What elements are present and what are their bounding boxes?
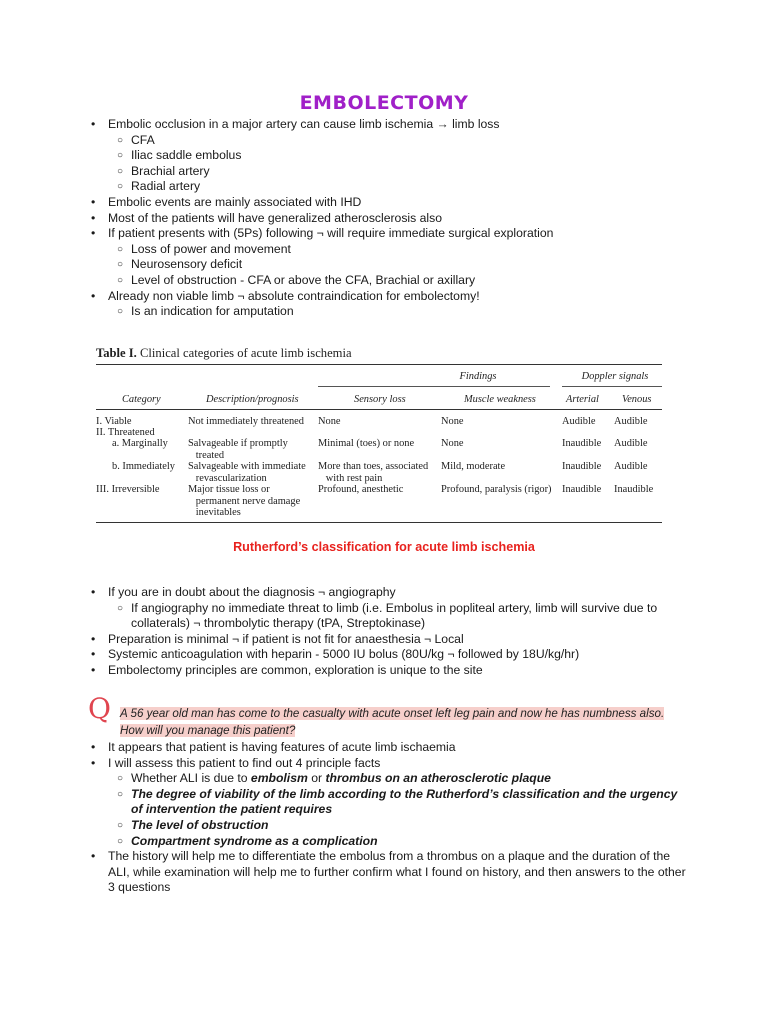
table-cell: None [441, 416, 464, 427]
table-cell: Salvageable if promptly treated [188, 438, 288, 461]
table-cell: Major tissue loss or permanent nerve damage inevitables [188, 484, 301, 518]
table-bottom-rule [96, 522, 662, 523]
list-subitem: ○ Iliac saddle embolus [90, 148, 690, 164]
header-category: Category [122, 394, 161, 405]
list-subitem: ○ Loss of power and movement [90, 242, 690, 258]
table-cell: Profound, paralysis (rigor) [441, 484, 552, 495]
bullet-list-management [90, 585, 690, 679]
table-cell: Not immediately threatened [188, 416, 304, 427]
bullet-list-intro [90, 117, 690, 320]
text-run: Whether ALI is due to [131, 771, 251, 786]
list-item: • Embolectomy principles are common, exploration is unique to the site [90, 663, 690, 679]
list-item: • Embolic occlusion in a major artery can cause limb ischemia → limb loss [90, 117, 690, 133]
table-cell: Audible [614, 461, 648, 472]
list-subitem: ○ Brachial artery [90, 164, 690, 180]
list-subitem: ○ Level of obstruction - CFA or above the CFA, Brachial or axillary [90, 273, 690, 289]
classification-table [96, 346, 662, 518]
table-cell: Audible [614, 438, 648, 449]
list-subitem: ○ The degree of viability of the limb according to the Rutherford’s classification and the urgency of intervention the patient requires [90, 787, 690, 818]
findings-underline [318, 386, 550, 387]
table-cell: Audible [614, 416, 648, 427]
list-subitem [90, 771, 690, 787]
emphasis-thrombus: thrombus on an atherosclerotic plaque [325, 771, 551, 786]
table-caption [96, 346, 662, 361]
group-header-findings: Findings [459, 371, 497, 382]
table-cell: None [318, 416, 341, 427]
list-item: • Systemic anticoagulation with heparin - 5000 IU bolus (80U/kg ¬ followed by 18U/kg/hr) [90, 647, 690, 663]
page-title: EMBOLECTOMY [299, 92, 469, 114]
text-run: or [307, 771, 326, 786]
question-mark-icon: Q [88, 692, 111, 725]
table-top-rule [96, 364, 662, 365]
list-item: • Preparation is minimal ¬ if patient is not fit for anaesthesia ¬ Local [90, 632, 690, 648]
list-item: • It appears that patient is having features of acute limb ischaemia [90, 740, 690, 756]
header-venous: Venous [622, 394, 652, 405]
list-subitem: ○ Radial artery [90, 179, 690, 195]
list-subitem: ○ CFA [90, 133, 690, 149]
list-item: • Most of the patients will have generalized atherosclerosis also [90, 211, 690, 227]
table-cell: Salvageable with immediate revascularization [188, 461, 306, 484]
table-cell: More than toes, associated with rest pain [318, 461, 429, 484]
list-subitem: ○ Is an indication for amputation [90, 304, 690, 320]
list-item: • I will assess this patient to find out 4 principle facts [90, 756, 690, 772]
table-cell: b. Immediately [112, 461, 175, 472]
doppler-underline [562, 386, 662, 387]
table-cell: Minimal (toes) or none [318, 438, 415, 449]
group-header-doppler: Doppler signals [581, 371, 649, 382]
list-item: • The history will help me to differentiate the embolus from a thrombus on a plaque and the duration of the ALI, while examination will help me to further confirm what I found on history, and then answers to the other 3 questions [90, 849, 690, 896]
table-cell: Inaudible [562, 484, 602, 495]
list-item: • If you are in doubt about the diagnosis ¬ angiography [90, 585, 690, 601]
table-cell: Audible [562, 416, 596, 427]
table-cell: Inaudible [562, 461, 602, 472]
table-cell: III. Irreversible [96, 484, 160, 495]
list-subitem: ○ Compartment syndrome as a complication [90, 834, 690, 850]
bullet-list-answer [90, 740, 690, 896]
table-caption-text: Clinical categories of acute limb ischemia [140, 346, 352, 360]
header-sensory: Sensory loss [354, 394, 406, 405]
list-subitem: ○ Neurosensory deficit [90, 257, 690, 273]
list-subitem: ○ If angiography no immediate threat to limb (i.e. Embolus in popliteal artery, limb will survive due to collaterals) ¬ thrombolytic therapy (tPA, Streptokinase) [90, 601, 690, 632]
table-cell: Mild, moderate [441, 461, 506, 472]
table-source-caption: Rutherford’s classification for acute limb ischemia [233, 540, 535, 554]
table-cell: I. Viable [96, 416, 132, 427]
table-cell: Profound, anesthetic [318, 484, 404, 495]
table-cell: None [441, 438, 464, 449]
list-item: • Embolic events are mainly associated with IHD [90, 195, 690, 211]
table-cell: a. Marginally [112, 438, 168, 449]
table-cell: II. Threatened [96, 427, 155, 438]
table-cell: Inaudible [614, 484, 654, 495]
table-cell: Inaudible [562, 438, 602, 449]
list-subitem: ○ The level of obstruction [90, 818, 690, 834]
header-description: Description/prognosis [206, 394, 299, 405]
header-muscle: Muscle weakness [464, 394, 536, 405]
emphasis-embolism: embolism [250, 771, 308, 786]
table-caption-prefix: Table I. [96, 346, 137, 360]
question-highlight: A 56 year old man has come to the casualty with acute onset left leg pain and now he has numbness also. How will you manage this patient? [120, 707, 665, 737]
list-item: • Already non viable limb ¬ absolute contraindication for embolectomy! [90, 289, 690, 305]
question-text [120, 705, 680, 739]
header-arterial: Arterial [566, 394, 599, 405]
list-item: • If patient presents with (5Ps) following ¬ will require immediate surgical exploration [90, 226, 690, 242]
table-header-rule [96, 409, 662, 410]
